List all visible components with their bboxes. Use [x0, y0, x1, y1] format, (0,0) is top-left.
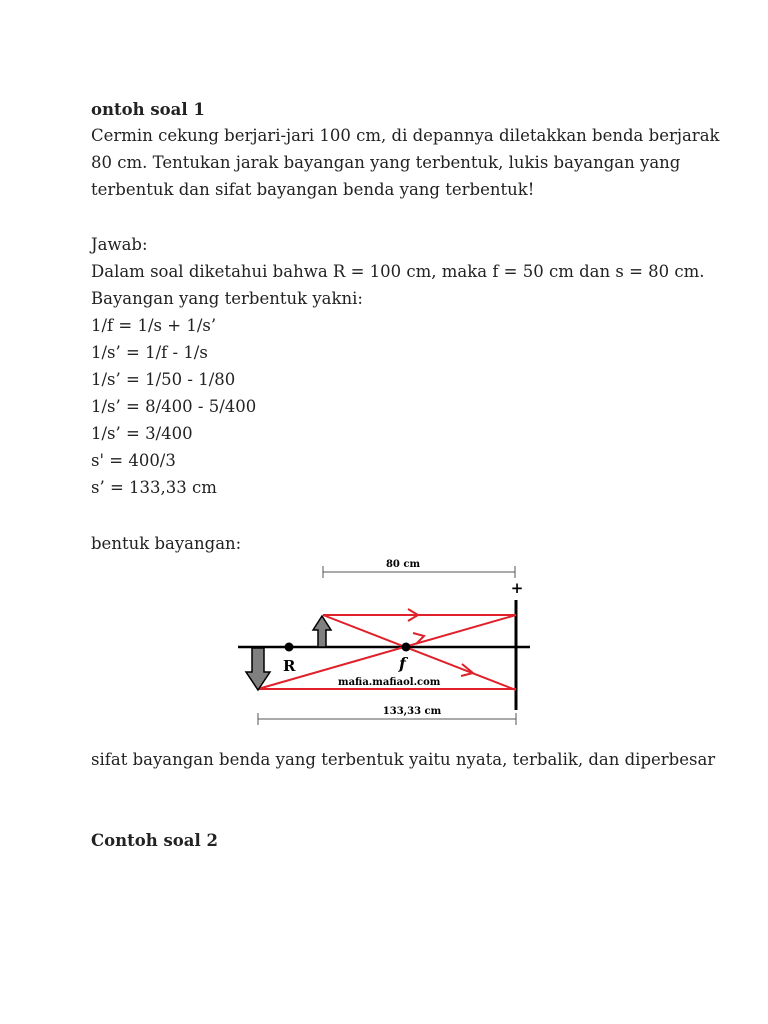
mirror-ray-diagram	[230, 552, 540, 732]
watermark: mafia.mafiaol.com	[338, 677, 441, 688]
example2-heading: Contoh soal 2	[91, 831, 218, 850]
bottom-dimension	[258, 706, 516, 725]
label-r: R	[283, 657, 296, 675]
bottom-dimension-label: 133,33 cm	[382, 706, 442, 717]
step-3: 1/s’ = 1/50 - 1/80	[91, 370, 236, 389]
step-7: s’ = 133,33 cm	[91, 478, 217, 497]
image-arrow	[246, 648, 270, 690]
question-line-2: 80 cm. Tentukan jarak bayangan yang terbentuk, lukis bayangan yang	[91, 153, 681, 172]
question-line-3: terbentuk dan sifat bayangan benda yang terbentuk!	[91, 180, 535, 199]
properties-text: sifat bayangan benda yang terbentuk yaitu nyata, terbalik, dan diperbesar	[91, 750, 716, 769]
plus-sign: +	[510, 579, 524, 597]
top-dimension-label: 80 cm	[385, 559, 421, 570]
step-6: s' = 400/3	[91, 451, 176, 470]
example1-question	[91, 122, 720, 203]
intro-text: Bayangan yang terbentuk yakni:	[91, 289, 363, 308]
label-f: f	[399, 654, 406, 673]
point-r	[285, 643, 294, 652]
given-text	[91, 258, 705, 285]
given-line: Dalam soal diketahui bahwa R = 100 cm, maka f = 50 cm dan s = 80 cm.	[91, 262, 705, 281]
answer-label: Jawab:	[91, 235, 148, 254]
step-2: 1/s’ = 1/f - 1/s	[91, 343, 208, 362]
object-arrow	[313, 616, 331, 647]
shape-label: bentuk bayangan:	[91, 534, 242, 553]
point-f	[402, 643, 411, 652]
step-1: 1/f = 1/s + 1/s’	[91, 316, 217, 335]
question-line-1: Cermin cekung berjari-jari 100 cm, di depannya diletakkan benda berjarak	[91, 126, 720, 145]
top-dimension	[323, 559, 515, 578]
step-5: 1/s’ = 3/400	[91, 424, 193, 443]
step-4: 1/s’ = 8/400 - 5/400	[91, 397, 257, 416]
example1-heading: ontoh soal 1	[91, 100, 205, 119]
